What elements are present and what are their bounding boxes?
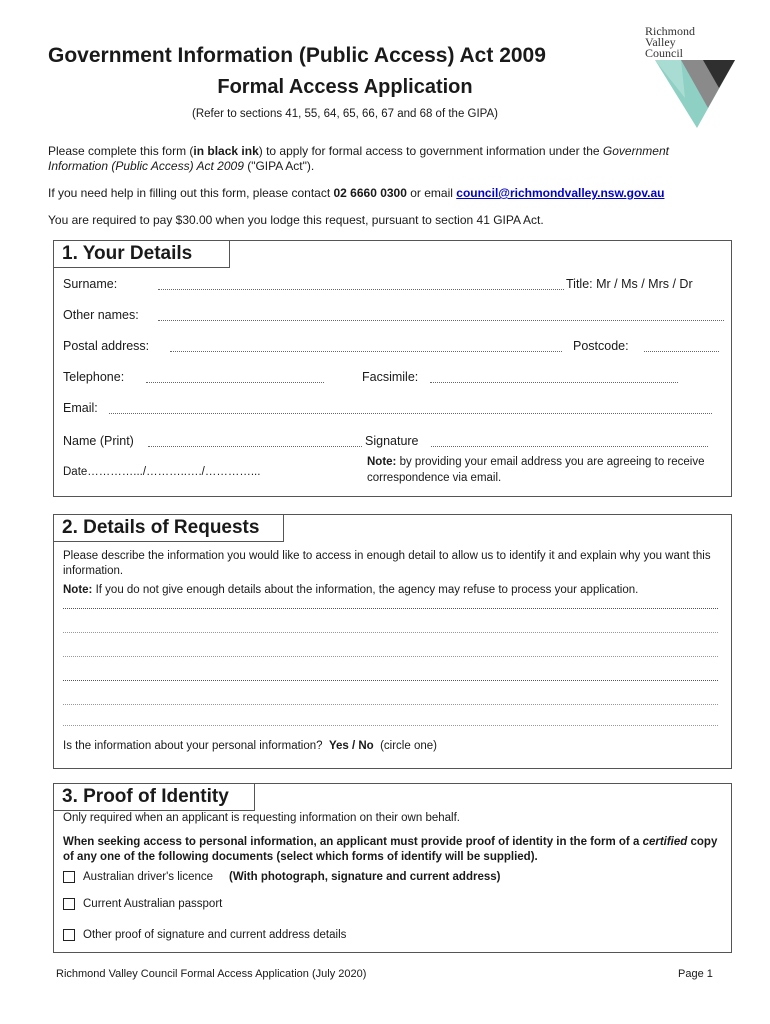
date-field[interactable]: Date………….../………..…./…………... xyxy=(63,466,261,478)
request-line-3[interactable] xyxy=(63,656,718,657)
request-line-1[interactable] xyxy=(63,608,718,609)
other-proof-checkbox[interactable] xyxy=(63,929,75,941)
section-1-heading: 1. Your Details xyxy=(54,241,230,268)
surname-field[interactable] xyxy=(158,289,564,290)
section-2-heading: 2. Details of Requests xyxy=(54,515,284,542)
signature-label: Signature xyxy=(365,434,419,448)
footer-document-name: Richmond Valley Council Formal Access Application (July 2020) xyxy=(56,968,367,980)
email-label: Email: xyxy=(63,401,98,415)
proof-requirement: When seeking access to personal information, an applicant must provide proof of identity in the form of a certified copy of any one of the following documents (select which forms of identify will be supplied). xyxy=(63,836,718,863)
postcode-field[interactable] xyxy=(644,351,719,352)
logo-triangle-icon xyxy=(645,58,740,133)
yes-no-choice[interactable]: Yes / No xyxy=(328,740,374,752)
passport-checkbox[interactable] xyxy=(63,898,75,910)
personal-info-question: Is the information about your personal information? Yes / No (circle one) xyxy=(63,740,437,752)
surname-label: Surname: xyxy=(63,277,118,291)
section-proof-of-identity xyxy=(53,783,732,953)
request-note: Note: If you do not give enough details about the information, the agency may refuse to process your application. xyxy=(63,584,639,596)
form-title: Government Information (Public Access) Act 2009 xyxy=(48,44,546,67)
option-passport[interactable]: Current Australian passport xyxy=(63,898,222,910)
facsimile-field[interactable] xyxy=(430,382,678,383)
intro-paragraph-2: If you need help in filling out this form, please contact 02 6660 0300 or email council@richmondvalley.nsw.gov.au xyxy=(48,186,665,200)
postal-address-field[interactable] xyxy=(170,351,562,352)
email-consent-note: Note: by providing your email address you are agreeing to receive correspondence via email. xyxy=(367,456,705,484)
section-details-of-requests xyxy=(53,514,732,769)
council-logo xyxy=(645,26,740,132)
postal-address-label: Postal address: xyxy=(63,339,150,353)
email-field[interactable] xyxy=(109,413,712,414)
option-other-proof[interactable]: Other proof of signature and current address details xyxy=(63,929,346,941)
other-names-field[interactable] xyxy=(158,320,724,321)
title-field[interactable]: Title: Mr / Ms / Mrs / Dr xyxy=(566,277,693,291)
section-your-details xyxy=(53,240,732,497)
request-line-5[interactable] xyxy=(63,704,718,705)
request-line-4[interactable] xyxy=(63,680,718,681)
gipa-reference: (Refer to sections 41, 55, 64, 65, 66, 67 and 68 of the GIPA) xyxy=(191,108,498,120)
telephone-field[interactable] xyxy=(146,382,324,383)
postcode-label: Postcode: xyxy=(573,339,629,353)
name-print-field[interactable] xyxy=(148,446,362,447)
logo-text: Richmond Valley Council xyxy=(645,24,695,60)
footer-page-number: Page 1 xyxy=(678,968,713,980)
facsimile-label: Facsimile: xyxy=(362,370,419,384)
option-drivers-licence[interactable]: Australian driver's licence (With photograph, signature and current address) xyxy=(63,871,500,883)
other-names-label: Other names: xyxy=(63,308,139,322)
intro-paragraph-3: You are required to pay $30.00 when you lodge this request, pursuant to section 41 GIPA Act. xyxy=(48,213,544,227)
section-3-heading: 3. Proof of Identity xyxy=(54,784,255,811)
form-subtitle: Formal Access Application xyxy=(217,76,473,98)
drivers-licence-checkbox[interactable] xyxy=(63,871,75,883)
signature-field[interactable] xyxy=(431,446,708,447)
request-description: Please describe the information you would like to access in enough detail to allow us to identify it and explain why you want this information. xyxy=(63,550,711,577)
council-email-link[interactable]: council@richmondvalley.nsw.gov.au xyxy=(456,186,665,200)
request-line-6[interactable] xyxy=(63,725,718,726)
name-print-label: Name (Print) xyxy=(63,434,134,448)
proof-intro: Only required when an applicant is requesting information on their own behalf. xyxy=(63,812,460,824)
request-line-2[interactable] xyxy=(63,632,718,633)
telephone-label: Telephone: xyxy=(63,370,125,384)
intro-paragraph-1: Please complete this form (in black ink) to apply for formal access to government information under the Government Information (Public Access) Act 2009 ("GIPA Act"). xyxy=(48,144,669,173)
